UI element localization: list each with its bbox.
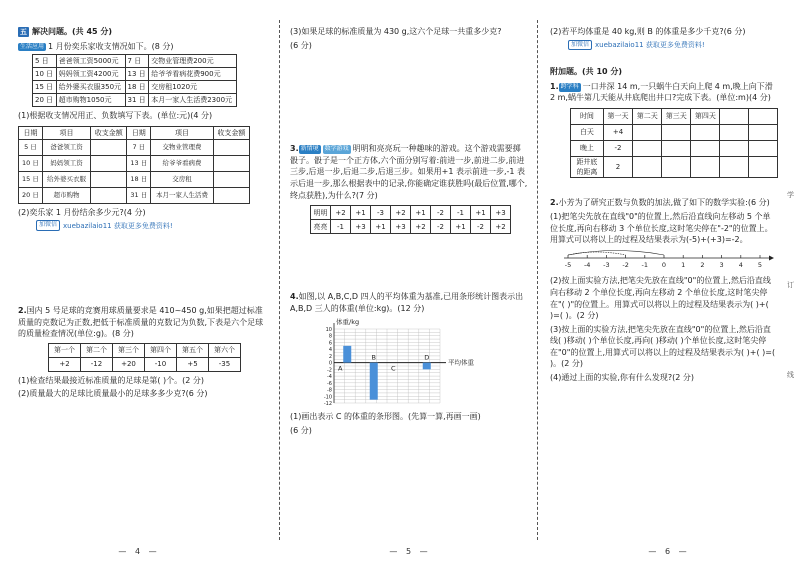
table-cell: 18 日	[127, 171, 151, 187]
column-header: 第四个	[145, 343, 177, 357]
game-table	[310, 205, 511, 234]
tick-label: -5	[564, 260, 572, 269]
row-label: 亮亮	[311, 220, 331, 234]
q2-part2: (2)按上面实验方法,把笔尖先放在直线"0"的位置上,然后沿直线向右移动 2 个单位长度,再向左移动 2 个单位长度,这时笔尖停在"( )"的位置上。用算式可以将以上的过程及结果表示为( )+( )=( )。(2 分)	[550, 276, 771, 321]
tick-label: 5	[757, 260, 763, 269]
table-cell: +2	[411, 220, 431, 234]
tick-label: 2	[328, 354, 332, 361]
answer-cell[interactable]	[691, 141, 720, 157]
column-header: 收支金额	[213, 126, 249, 139]
tick-label: 4	[328, 347, 332, 354]
table-cell: -2	[431, 206, 451, 220]
table-cell: +3	[391, 220, 411, 234]
axis-arrow	[769, 255, 774, 260]
section-title: 解决问题。(共 45 分)	[32, 27, 113, 36]
table-cell: 5 日	[33, 55, 57, 68]
q2-part3: (3)如果足球的标准质量为 430 g,这六个足球一共重多少克?	[290, 27, 502, 36]
tick-label: 2	[700, 260, 705, 269]
column-header: 第四天	[691, 109, 720, 125]
table-cell: +5	[177, 357, 209, 371]
tick-label: 4	[738, 260, 743, 269]
tick-label: 6	[328, 340, 332, 347]
answer-cell[interactable]	[91, 171, 127, 187]
answer-cell[interactable]	[633, 141, 662, 157]
table-cell: -1	[331, 220, 351, 234]
table-cell: 本月一家人生活费	[151, 187, 213, 203]
tick-label: 8	[328, 334, 332, 341]
answer-cell[interactable]	[213, 139, 249, 155]
column-header: 收支金额	[91, 126, 127, 139]
answer-cell[interactable]	[720, 157, 749, 178]
table-row	[571, 157, 778, 178]
tick-label: -6	[327, 381, 332, 388]
answer-cell[interactable]	[213, 187, 249, 203]
q3-tag-new: 新情境	[300, 145, 319, 153]
answer-cell[interactable]	[720, 141, 749, 157]
table-row	[33, 68, 237, 81]
column-header: 日期	[19, 126, 43, 139]
table-cell: 7 日	[125, 55, 149, 68]
table-cell: +1	[471, 206, 491, 220]
table-cell: 给爷爷看病花费900元	[149, 68, 237, 81]
table-row	[571, 125, 778, 141]
answer-cell[interactable]	[720, 125, 749, 141]
table-cell: -12	[81, 357, 113, 371]
tick-label: 3	[719, 260, 724, 269]
snail-tag: 跨学科	[560, 82, 579, 90]
ad-text: xuebazilaio11 获取更多免费资料!	[595, 40, 705, 49]
row-label: 明明	[311, 206, 331, 220]
page-middle	[282, 0, 538, 566]
page-right	[538, 0, 800, 566]
bar-B	[370, 363, 378, 400]
answer-cell[interactable]	[213, 171, 249, 187]
q1-part2: (2)奕乐家 1 月份结余多少元?(4 分)	[18, 207, 146, 217]
table-cell: -2	[431, 220, 451, 234]
q3-stem: 3. 新情境 数学游戏 明明和亮亮玩一种趣味的游戏。这个游戏需要掷骰子。骰子是一个正方体,六个面分别写着:前进一步,前进二步,前进三步,后退一步,后退二步,后退三步。如果用+1 表示前进一步,-1 表示后退一步,那么根据表中的记录,你能确定谁获胜吗(最后位置,哪个,终点获胜),为什么?(7 分)	[290, 144, 528, 200]
answer-cell[interactable]	[691, 157, 720, 178]
table-cell: 超市购物	[42, 187, 90, 203]
bar-label-D: D	[424, 353, 430, 362]
column-header: 项目	[42, 126, 90, 139]
answer-cell[interactable]	[91, 155, 127, 171]
column-header	[749, 109, 778, 125]
q2-part4: (4)通过上面的实验,你有什么发现?(2 分)	[550, 373, 694, 383]
page-left	[0, 0, 278, 566]
tick-label: 0	[661, 260, 667, 269]
tick-label: -2	[327, 367, 332, 374]
table-row	[19, 171, 250, 187]
tick-label: 10	[325, 327, 332, 334]
table-cell: 妈妈领工资4200元	[56, 68, 125, 81]
ad-badge: 加微信	[36, 220, 60, 231]
wechat-ad[interactable]	[36, 220, 268, 231]
table-cell: 20 日	[19, 187, 43, 203]
table-cell: 交房租	[151, 171, 213, 187]
answer-cell[interactable]	[633, 157, 662, 178]
table-cell: 15 日	[33, 81, 57, 94]
table-cell: 15 日	[19, 171, 43, 187]
page-number: — 5 —	[389, 547, 431, 556]
table-row	[19, 155, 250, 171]
classify-table	[18, 126, 250, 204]
tick-label: -1	[641, 260, 649, 269]
q1-tag: 生活应用	[20, 42, 45, 50]
q1-stem: 生活应用 1 月份奕乐家收支情况如下。(8 分)	[20, 41, 174, 51]
section-heading	[18, 26, 268, 38]
ledger-table	[32, 54, 237, 107]
column-header: 第二天	[633, 109, 662, 125]
q4-part1: (1)画出表示 C 的体重的条形图。(先算一算,再画一画)	[290, 411, 481, 421]
table-cell: 18 日	[125, 81, 149, 94]
ad-badge: 加微信	[568, 40, 592, 51]
table-cell: 20 日	[33, 94, 57, 107]
tick-label: -2	[622, 260, 629, 269]
q4-part1-score: (6 分)	[290, 425, 312, 435]
number-line	[560, 248, 780, 272]
q2-part1: (1)检查结果最接近标准质量的足球是第( )个。(2 分)	[18, 375, 204, 385]
bonus-section-title: 附加题。(共 10 分)	[550, 67, 623, 77]
answer-cell[interactable]	[662, 141, 691, 157]
q2-part2: (2)质量最大的足球比质量最小的足球多多少克?(6 分)	[18, 389, 208, 399]
table-row	[33, 55, 237, 68]
column-header: 第六个	[209, 343, 241, 357]
q4-stem: 4.如图,以 A,B,C,D 四人的平均体重为基准,已用条形统计图表示出 A,B,D 三人的体重(单位:kg)。(12 分)	[290, 292, 524, 313]
column-header	[720, 109, 749, 125]
table-cell: 给外婆买衣服	[42, 171, 90, 187]
tick-label: 1	[681, 260, 686, 269]
column-header: 第五个	[177, 343, 209, 357]
table-row	[571, 141, 778, 157]
q4-part2: (2)若平均体重是 40 kg,则 B 的体重是多少千克?(6 分)	[550, 27, 746, 36]
column-header: 项目	[151, 126, 213, 139]
tick-label: -8	[327, 387, 332, 394]
table-cell: 超市购物1050元	[56, 94, 125, 107]
row-label: 白天	[571, 125, 604, 141]
wechat-ad[interactable]	[568, 40, 778, 51]
column-header: 时间	[571, 109, 604, 125]
table-cell: 13 日	[127, 155, 151, 171]
table-cell: 妈妈领工资	[42, 155, 90, 171]
answer-cell[interactable]	[749, 125, 778, 141]
snail-table	[570, 108, 778, 178]
answer-cell[interactable]	[213, 155, 249, 171]
move-arc	[568, 250, 664, 255]
tick-label: -4	[327, 374, 332, 381]
q2-part1: (1)把笔尖先放在直线"0"的位置上,然后沿直线向左移动 5 个单位长度,再向右移动 3 个单位长度,这时笔尖停在"-2"的位置上。用算式可以将以上的过程及结果表示为(-5)+(+3)=-2。	[550, 211, 773, 245]
table-cell: 5 日	[19, 139, 43, 155]
tick-label: -12	[323, 401, 332, 408]
answer-cell[interactable]	[662, 125, 691, 141]
answer-cell[interactable]	[633, 125, 662, 141]
answer-cell[interactable]	[91, 187, 127, 203]
table-cell: +3	[491, 206, 511, 220]
table-cell: 本月一家人生活费2300元	[149, 94, 237, 107]
tick-label: -10	[323, 394, 332, 401]
bar-label-A: A	[338, 364, 343, 373]
ball-table	[48, 343, 241, 372]
q3-tag-game: 数学游戏	[324, 145, 349, 153]
section-number: 五	[20, 27, 27, 36]
table-cell: 31 日	[127, 187, 151, 203]
table-cell: +2	[491, 220, 511, 234]
answer-cell[interactable]: -2	[603, 141, 632, 157]
table-cell: +2	[49, 357, 81, 371]
answer-cell[interactable]: +4	[603, 125, 632, 141]
column-header: 第三天	[662, 109, 691, 125]
column-header: 第一天	[603, 109, 632, 125]
table-row	[33, 81, 237, 94]
row-label: 距井底的距离	[571, 157, 604, 178]
table-cell: +2	[391, 206, 411, 220]
table-cell: +2	[331, 206, 351, 220]
tick-label: -3	[603, 260, 610, 269]
table-cell: +1	[371, 220, 391, 234]
table-cell: 交房租1020元	[149, 81, 237, 94]
ad-text: xuebazilaio11 获取更多免费资料!	[63, 221, 173, 230]
table-cell: -1	[451, 206, 471, 220]
table-cell: +1	[451, 220, 471, 234]
tick-label: -4	[583, 260, 591, 269]
answer-cell[interactable]	[749, 157, 778, 178]
q1-part1: (1)根据收支情况用正、负数填写下表。(单位:元)(4 分)	[18, 111, 213, 121]
table-cell: 交物业管理费	[151, 139, 213, 155]
table-cell: -2	[471, 220, 491, 234]
tick-label: 0	[328, 360, 332, 367]
table-row	[19, 187, 250, 203]
table-cell: 给外婆买衣服350元	[56, 81, 125, 94]
table-cell: -3	[371, 206, 391, 220]
bar-label-C: C	[390, 364, 396, 373]
q2-stem: 2.小芳为了研究正数与负数的加法,做了如下的数学实验:(6 分)	[550, 198, 770, 208]
table-cell: 10 日	[33, 68, 57, 81]
weight-bar-chart	[308, 317, 488, 407]
q2-stem: 2.国内 5 号足球的竞赛用球质量要求是 410~450 g,如果把超过标准质量的克数记为正数,把低于标准质量的克数记为负数,下表是六个足球的质量检查情况(单位:g)。(8 分)	[18, 306, 264, 339]
answer-cell[interactable]	[662, 157, 691, 178]
move-arc	[568, 252, 626, 255]
page-number: — 6 —	[648, 547, 690, 556]
table-cell: 爸爸领工资	[42, 139, 90, 155]
bar-D	[423, 363, 431, 370]
answer-cell[interactable]: 2	[603, 157, 632, 178]
answer-cell[interactable]	[749, 141, 778, 157]
table-cell: 13 日	[125, 68, 149, 81]
answer-cell[interactable]	[691, 125, 720, 141]
binding-mark: 学	[787, 191, 794, 199]
row-label: 晚上	[571, 141, 604, 157]
table-cell: -35	[209, 357, 241, 371]
table-cell: -10	[145, 357, 177, 371]
page-divider	[279, 20, 280, 540]
q2-part3: (3)按上面的实验方法,把笔尖先放在直线"0"的位置上,然后沿直线( )移动( )个单位长度,再向( )移动( )个单位长度,这时笔尖停在"0"的位置上,用算式可以将以上的过程及结果表示为( )+( )=( )。(2 分)	[550, 324, 776, 369]
y-axis-label: 体重/kg	[336, 318, 360, 327]
table-cell: 7 日	[127, 139, 151, 155]
binding-mark: 线	[787, 371, 794, 379]
bar-label-B: B	[371, 353, 376, 362]
table-cell: +1	[411, 206, 431, 220]
page-number: — 4 —	[118, 547, 160, 556]
q2-part3-score: (6 分)	[290, 40, 312, 50]
table-cell: +20	[113, 357, 145, 371]
table-cell: 交物业管理费200元	[149, 55, 237, 68]
baseline-label: 平均体重	[448, 358, 474, 367]
table-cell: 31 日	[125, 94, 149, 107]
column-header: 第二个	[81, 343, 113, 357]
bar-A	[343, 346, 351, 363]
table-cell: 爸爸领工资5000元	[56, 55, 125, 68]
table-cell: +3	[351, 220, 371, 234]
answer-cell[interactable]	[91, 139, 127, 155]
snail-stem: 1. 跨学科 一口井深 14 m,一只蜗牛白天向上爬 4 m,晚上向下滑 2 m,蜗牛第几天能从井底爬出井口?完成下表。(单位:m)(4 分)	[550, 81, 773, 103]
table-cell: +1	[351, 206, 371, 220]
table-cell: 给爷爷看病费	[151, 155, 213, 171]
column-header: 第三个	[113, 343, 145, 357]
binding-mark: 订	[787, 281, 794, 289]
column-header: 日期	[127, 126, 151, 139]
table-cell: 10 日	[19, 155, 43, 171]
table-row	[19, 139, 250, 155]
table-row	[33, 94, 237, 107]
column-header: 第一个	[49, 343, 81, 357]
